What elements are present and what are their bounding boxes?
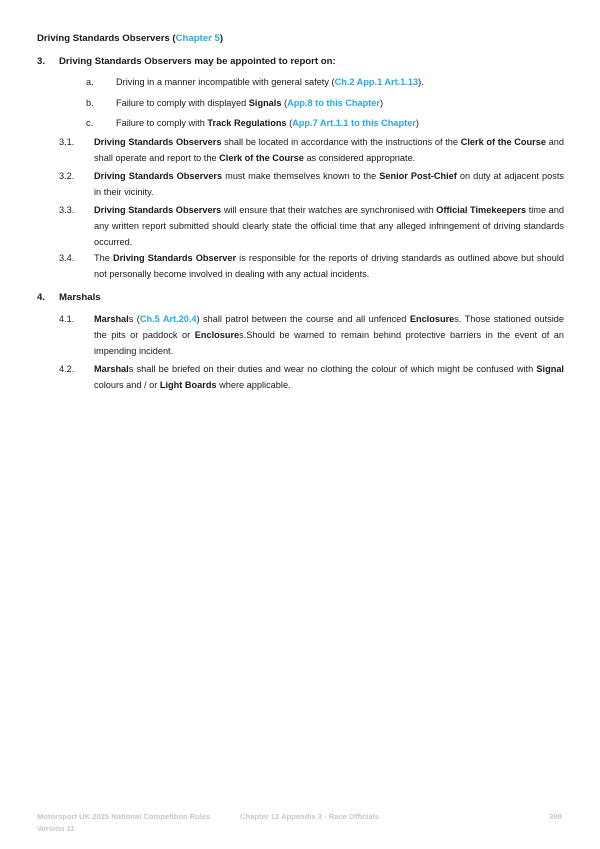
term: Clerk of the Course [460, 137, 546, 147]
paragraph-number: 4.2. [59, 364, 75, 374]
para-text: s ( [128, 314, 140, 324]
para-text: is responsible for the reports of driving standards as outlined above but should not personally become involved in dealing with any actual incidents. [94, 253, 564, 280]
item-text: Driving in a manner incompatible with general safety ( [116, 77, 335, 87]
term-signals: Signals [248, 98, 282, 108]
para-text: s shall be briefed on their duties and wear no clothing the colour of which might be confused with [128, 364, 537, 374]
section-3-heading [37, 56, 336, 67]
term: Signal [536, 364, 564, 374]
section-title: Driving Standards Observers may be appointed to report on: [59, 56, 336, 67]
heading-prefix: Driving Standards Observers ( [37, 33, 176, 44]
para-text: will ensure that their watches are synchronised with [221, 205, 437, 215]
ch5-art20-link[interactable]: Ch.5 Art.20.4 [139, 314, 197, 324]
para-text: must make themselves known to the [222, 171, 380, 181]
item-text: ). [418, 77, 424, 87]
item-text: ( [281, 98, 288, 108]
paragraph-number: 3.1. [59, 137, 75, 147]
footer-chapter: Chapter 12 Appendix 3 - Race Officials [240, 812, 379, 821]
section-title: Marshals [59, 292, 101, 303]
paragraph-3-3 [59, 202, 564, 251]
paragraph-3-2 [59, 168, 564, 200]
heading-suffix: ) [219, 33, 224, 44]
list-marker: a. [86, 77, 94, 87]
para-text: s. Those stationed outside the pits or paddock or [94, 314, 564, 341]
item-text: ( [286, 118, 293, 128]
item-text: ) [380, 98, 384, 108]
paragraph-3-4 [59, 250, 564, 282]
paragraph-4-2 [59, 361, 564, 393]
list-item-c [86, 115, 564, 131]
paragraph-number: 4.1. [59, 314, 75, 324]
app7-link[interactable]: App.7 Art.1.1 to this Chapter [292, 118, 416, 128]
page-heading [37, 33, 223, 44]
ch2-app1-link[interactable]: Ch.2 App.1 Art.1.13 [334, 77, 419, 87]
term-track-regulations: Track Regulations [207, 118, 287, 128]
term: Marshal [94, 364, 129, 374]
para-text: on duty at adjacent posts in their vicinity. [94, 171, 564, 198]
paragraph-4-1 [59, 311, 564, 360]
term: Marshal [94, 314, 129, 324]
para-text: colours and / or [94, 380, 160, 391]
list-item-a [86, 74, 564, 90]
app8-link[interactable]: App.8 to this Chapter [287, 98, 380, 108]
chapter-5-link[interactable]: Chapter 5 [175, 33, 220, 44]
item-text: Failure to comply with displayed [116, 98, 249, 108]
paragraph-number: 3.2. [59, 171, 75, 181]
section-4-heading [37, 292, 101, 303]
list-marker: b. [86, 98, 94, 108]
term: Enclosure [194, 330, 240, 341]
paragraph-3-1 [59, 134, 564, 166]
para-text: and shall operate and report to the [94, 137, 564, 164]
para-text: s.Should be warned to remain behind protective barriers in the event of an impending incident. [94, 330, 565, 357]
term: Driving Standards Observers [94, 137, 222, 147]
term: Driving Standards Observer [112, 253, 237, 263]
para-text: shall be located in accordance with the instructions of the [221, 137, 461, 147]
section-number: 4. [37, 292, 46, 303]
term: Driving Standards Observers [94, 171, 223, 181]
footer-page-number: 398 [549, 812, 562, 821]
item-text: Failure to comply with [116, 118, 208, 128]
para-text: time and any written report submitted should clearly state the official time that any alleged infringement of driving standards occurred. [94, 205, 564, 248]
footer-left [37, 811, 210, 834]
list-marker: c. [86, 118, 94, 128]
term: Official Timekeepers [436, 205, 527, 215]
footer-publication: Motorsport UK 2025 National Competition Rules [37, 812, 211, 821]
para-text: as considered appropriate. [303, 153, 416, 164]
footer-version: Version 11 [37, 823, 75, 833]
para-text: where applicable. [216, 380, 291, 391]
term: Senior Post-Chief [379, 171, 457, 181]
term: Enclosure [409, 314, 455, 324]
term: Light Boards [159, 380, 217, 391]
paragraph-number: 3.4. [59, 253, 75, 263]
para-text: The [94, 253, 113, 263]
list-item-b [86, 95, 564, 111]
para-text: ) shall patrol between the course and all unfenced [196, 314, 410, 324]
term: Clerk of the Course [219, 153, 304, 164]
term: Driving Standards Observers [94, 205, 222, 215]
section-number: 3. [37, 56, 46, 67]
item-text: ) [415, 118, 419, 128]
paragraph-number: 3.3. [59, 205, 75, 215]
